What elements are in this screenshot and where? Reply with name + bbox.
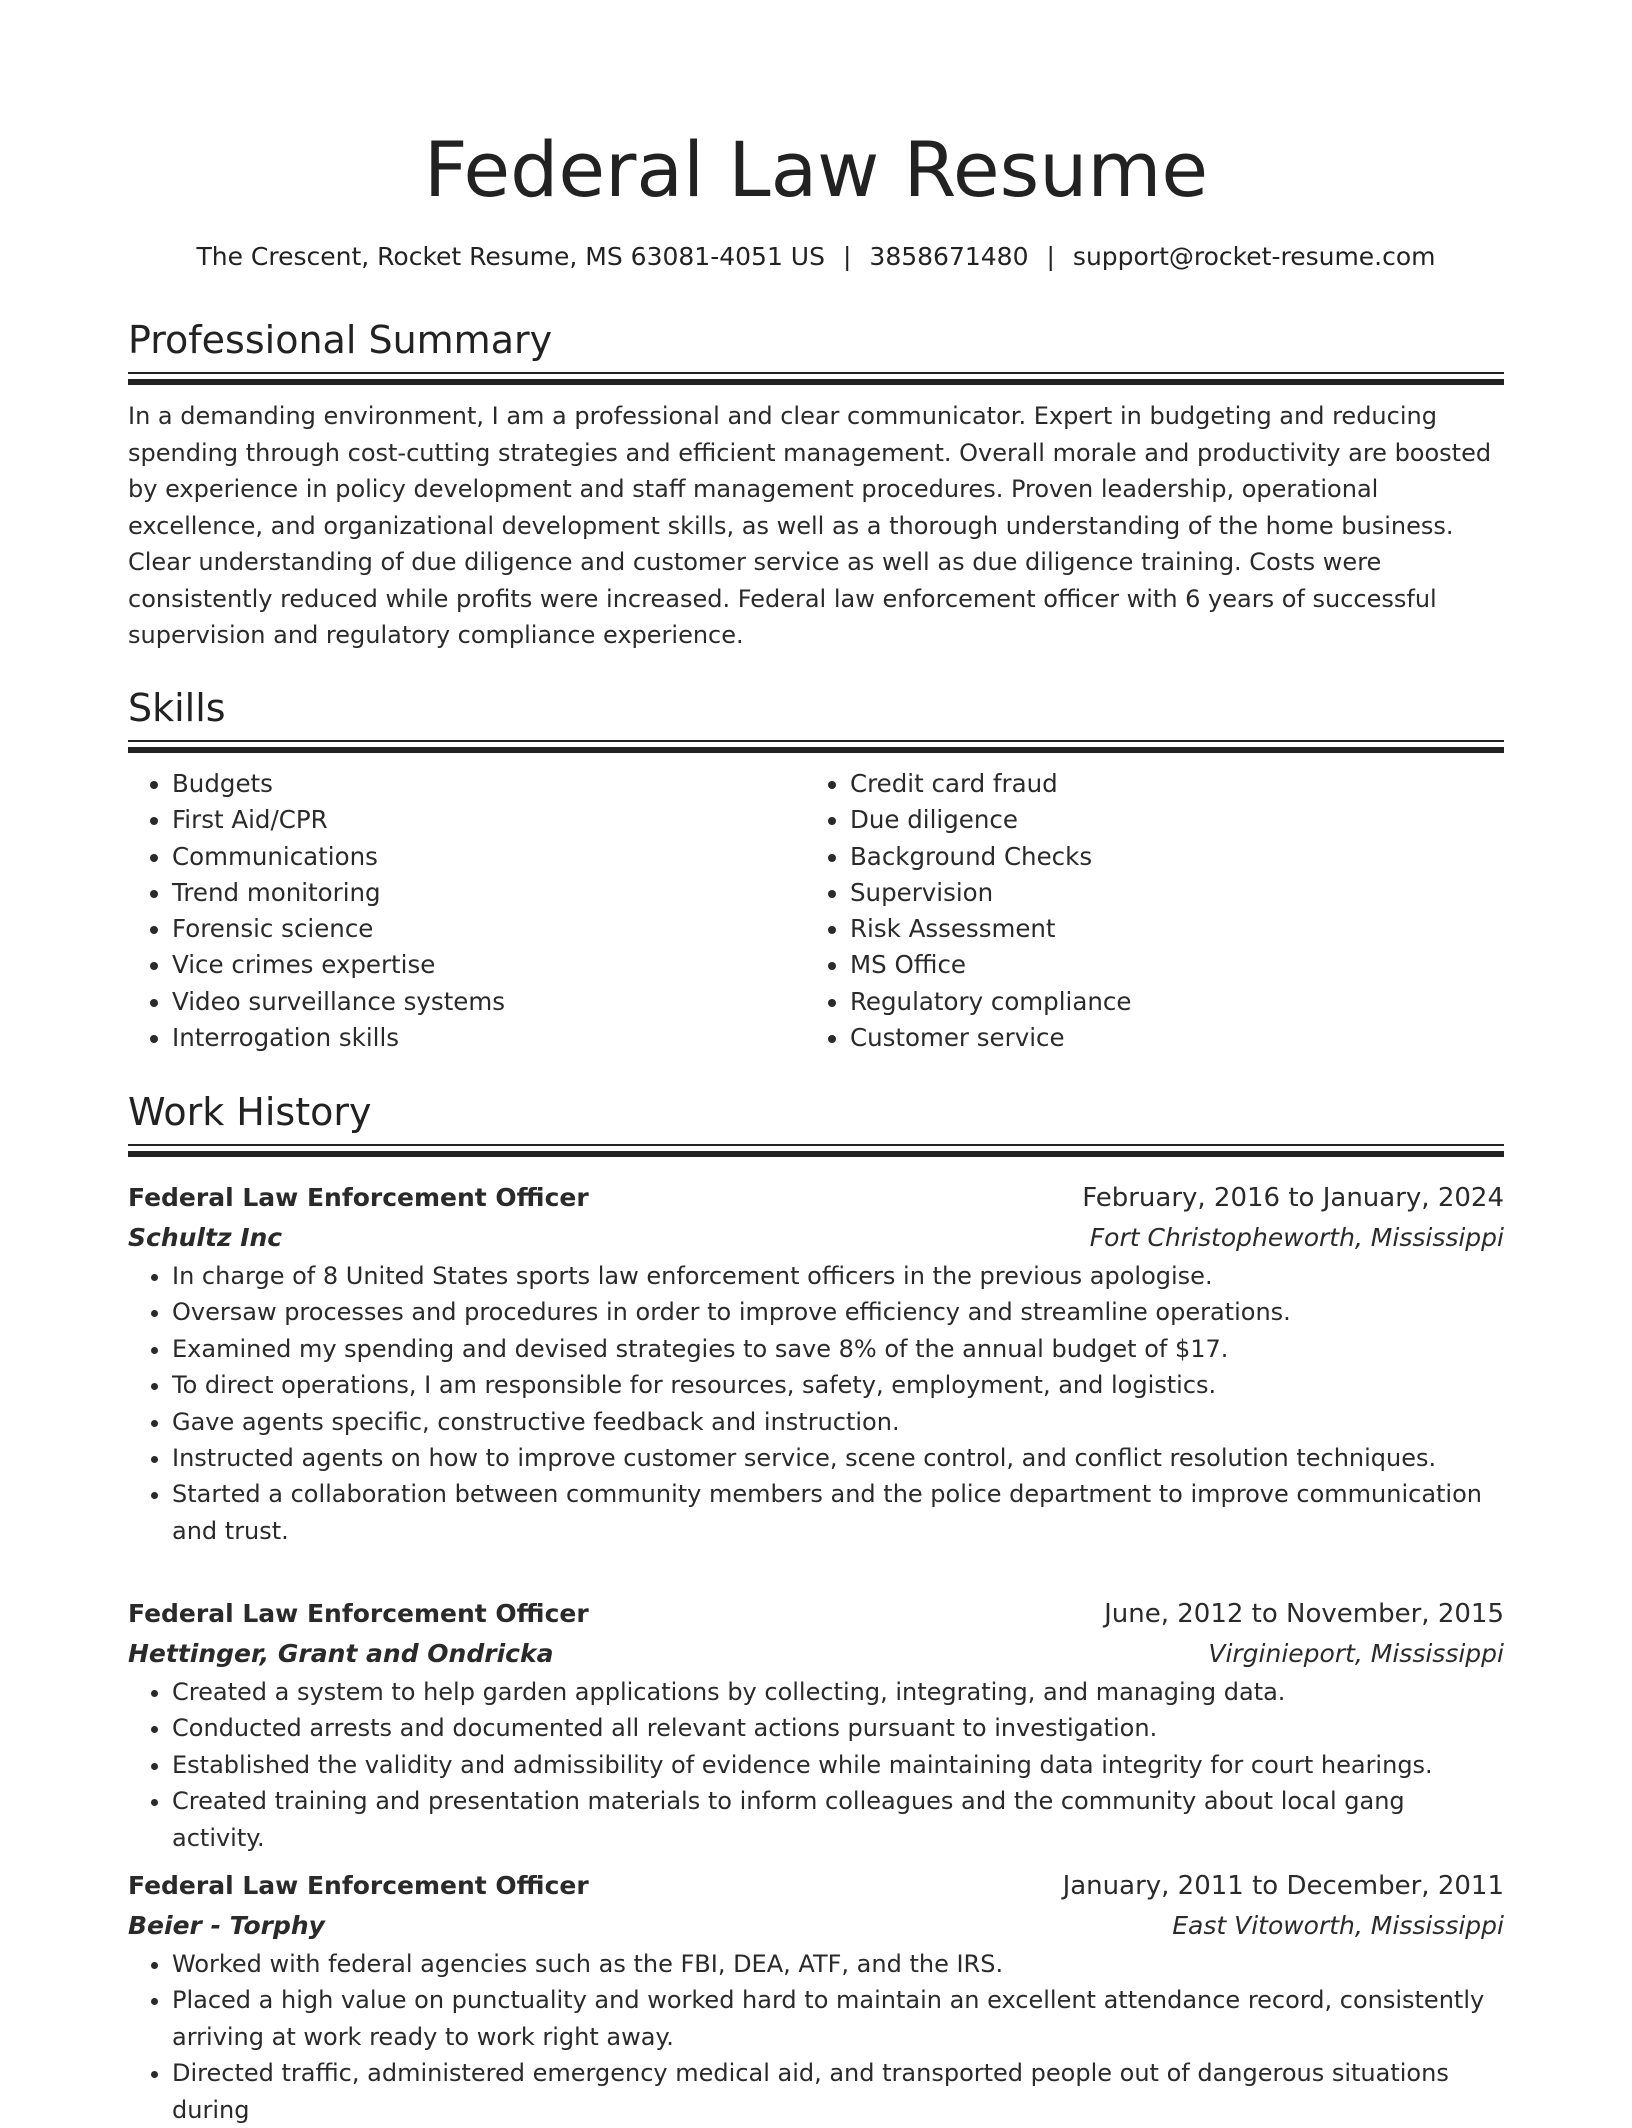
- skill-item: • Credit card fraud: [850, 766, 1484, 802]
- work-section: [128, 1088, 1504, 1158]
- contact-address: The Crescent, Rocket Resume, MS 63081-4051 US: [196, 242, 825, 271]
- job-bullet: • Started a collaboration between community members and the police department to improve communication and trust.: [172, 1476, 1504, 1549]
- job-title: Federal Law Enforcement Officer: [128, 1871, 589, 1900]
- resume-title: Federal Law Resume: [423, 125, 1209, 214]
- section-divider: [128, 740, 1504, 754]
- job-bullet: • Gave agents specific, constructive feedback and instruction.: [172, 1404, 1504, 1440]
- job-bullet: • Instructed agents on how to improve customer service, scene control, and conflict resolution techniques.: [172, 1440, 1504, 1476]
- job-bullet: • Worked with federal agencies such as the FBI, DEA, ATF, and the IRS.: [172, 1946, 1504, 1982]
- job-title: Federal Law Enforcement Officer: [128, 1599, 589, 1628]
- skill-item: • First Aid/CPR: [172, 802, 806, 838]
- job-entry: [128, 1594, 1504, 1856]
- skill-item: • Interrogation skills: [172, 1020, 806, 1056]
- skill-item: • Due diligence: [850, 802, 1484, 838]
- resume-page: [128, 0, 1504, 2124]
- job-dates: June, 2012 to November, 2015: [1104, 1599, 1504, 1629]
- job-bullet: • Placed a high value on punctuality and worked hard to maintain an excellent attendance record, consistently arriving at work ready to work right away.: [172, 1982, 1504, 2055]
- skill-item: • Background Checks: [850, 839, 1484, 875]
- summary-text: In a demanding environment, I am a professional and clear communicator. Expert in budgeting and reducing spending through cost-cutting strategies and efficient management. Overall morale and productivity are boosted by experience in policy development and staff management procedures. Proven leadership, operational excellence, and organizational development skills, as well as a thorough understanding of the home business. Clear understanding of due diligence and customer service as well as due diligence training. Costs were consistently reduced while profits were increased. Federal law enforcement officer with 6 years of successful supervision and regulatory compliance experience.: [128, 402, 1492, 649]
- job-bullet: • Conducted arrests and documented all relevant actions pursuant to investigation.: [172, 1710, 1504, 1746]
- job-bullet: • Created a system to help garden applications by collecting, integrating, and managing data.: [172, 1674, 1504, 1710]
- job-bullets: [128, 1674, 1504, 1856]
- contact-email: support@rocket-resume.com: [1072, 242, 1436, 271]
- job-company: Hettinger, Grant and Ondricka: [128, 1639, 554, 1668]
- skills-list-right: [806, 766, 1484, 1056]
- skills-heading: Skills: [128, 686, 226, 730]
- job-bullet: • Directed traffic, administered emergency medical aid, and transported people out of dangerous situations during: [172, 2055, 1504, 2128]
- job-company: Schultz Inc: [128, 1223, 283, 1252]
- skill-item: • Communications: [172, 839, 806, 875]
- skill-item: • Video surveillance systems: [172, 984, 806, 1020]
- skill-item: • Risk Assessment: [850, 911, 1484, 947]
- job-entry: [128, 1178, 1504, 1549]
- contact-phone: 3858671480: [869, 242, 1029, 271]
- job-subheader: [128, 1218, 1504, 1258]
- job-bullets: [128, 1946, 1504, 2128]
- job-subheader: [128, 1634, 1504, 1674]
- skill-item: • Forensic science: [172, 911, 806, 947]
- job-header: [128, 1594, 1504, 1634]
- job-entry: [128, 1866, 1504, 2128]
- job-header: [128, 1178, 1504, 1218]
- skill-item: • Customer service: [850, 1020, 1484, 1056]
- job-company: Beier - Torphy: [128, 1911, 325, 1940]
- job-subheader: [128, 1906, 1504, 1946]
- job-location: Virginieport, Mississippi: [1208, 1639, 1504, 1668]
- job-bullet: • Oversaw processes and procedures in order to improve efficiency and streamline operations.: [172, 1294, 1504, 1330]
- job-bullet: • Established the validity and admissibility of evidence while maintaining data integrity for court hearings.: [172, 1747, 1504, 1783]
- job-dates: January, 2011 to December, 2011: [1062, 1871, 1504, 1901]
- section-divider: [128, 372, 1504, 386]
- skill-item: • Supervision: [850, 875, 1484, 911]
- skill-item: • Vice crimes expertise: [172, 947, 806, 983]
- job-title: Federal Law Enforcement Officer: [128, 1183, 589, 1212]
- skills-list-left: [128, 766, 806, 1056]
- skill-item: • Trend monitoring: [172, 875, 806, 911]
- skill-item: • Budgets: [172, 766, 806, 802]
- skills-columns: [128, 766, 1504, 1056]
- job-header: [128, 1866, 1504, 1906]
- job-bullet: • Examined my spending and devised strategies to save 8% of the annual budget of $17.: [172, 1331, 1504, 1367]
- contact-separator: |: [842, 242, 852, 271]
- work-heading: Work History: [128, 1090, 372, 1134]
- skill-item: • MS Office: [850, 947, 1484, 983]
- job-bullet: • Created training and presentation materials to inform colleagues and the community about local gang activity.: [172, 1783, 1504, 1856]
- skill-item: • Regulatory compliance: [850, 984, 1484, 1020]
- skills-section: [128, 684, 1504, 1056]
- job-location: Fort Christopheworth, Mississippi: [1089, 1223, 1504, 1252]
- job-bullet: • In charge of 8 United States sports law enforcement officers in the previous apologise.: [172, 1258, 1504, 1294]
- job-bullets: [128, 1258, 1504, 1549]
- job-dates: February, 2016 to January, 2024: [1082, 1183, 1504, 1213]
- job-location: East Vitoworth, Mississippi: [1172, 1911, 1504, 1940]
- summary-section: [128, 316, 1504, 654]
- section-divider: [128, 1144, 1504, 1158]
- job-bullet: • To direct operations, I am responsible for resources, safety, employment, and logistics.: [172, 1367, 1504, 1403]
- summary-heading: Professional Summary: [128, 318, 553, 362]
- contact-separator: |: [1046, 242, 1055, 271]
- contact-line: [128, 240, 1504, 274]
